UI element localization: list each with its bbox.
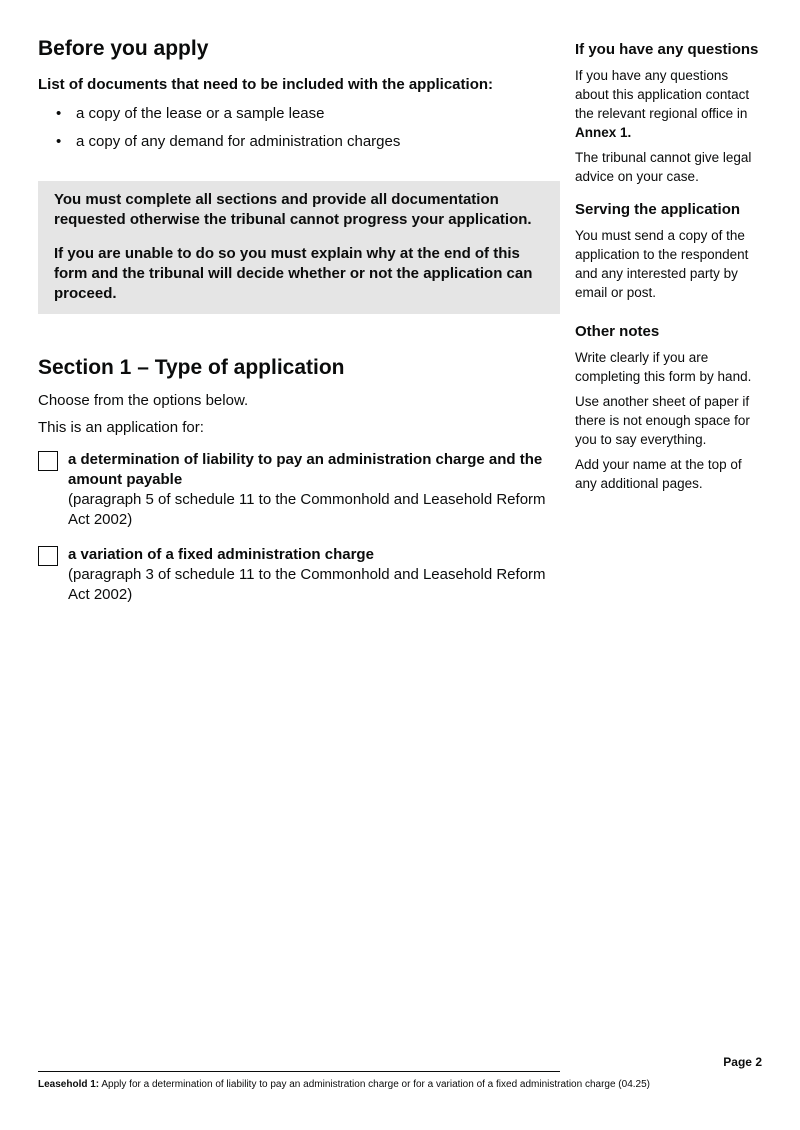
documents-list-heading: List of documents that need to be included with the application: [38, 76, 494, 93]
notice-paragraph-complete: You must complete all sections and provide all documentation requested otherwise the tribunal cannot progress your application. [54, 191, 532, 228]
document-lease: a copy of the lease or a sample lease [76, 105, 325, 122]
bullet-icon: • [56, 105, 62, 122]
option-title: a variation of a fixed administration charge [68, 546, 374, 563]
note-add-name: Add your name at the top of any additional pages. [575, 457, 742, 491]
important-notice-box [38, 181, 560, 314]
option-variation-of-fixed-charge [38, 545, 560, 605]
legal-advice-note: The tribunal cannot give legal advice on your case. [575, 150, 752, 184]
note-extra-sheet: Use another sheet of paper if there is not enough space for you to say everything. [575, 394, 750, 447]
section-1 [38, 355, 560, 605]
section-1-prompt: This is an application for: [38, 419, 204, 436]
section-1-heading: Section 1 – Type of application [38, 356, 345, 379]
serving-heading: Serving the application [575, 201, 741, 218]
option-determination-of-liability [38, 450, 560, 530]
questions-heading: If you have any questions [575, 41, 759, 58]
option-reference: (paragraph 3 of schedule 11 to the Commonhold and Leasehold Reform Act 2002) [68, 566, 546, 603]
annex-1-reference: Annex 1. [575, 125, 632, 140]
bullet-icon: • [56, 133, 62, 150]
list-item [56, 105, 560, 123]
sidebar [575, 40, 765, 493]
other-notes-heading: Other notes [575, 323, 660, 340]
section-1-intro: Choose from the options below. [38, 392, 249, 409]
footer-form-title [38, 1078, 650, 1091]
questions-text [575, 66, 765, 142]
option-reference: (paragraph 5 of schedule 11 to the Commonhold and Leasehold Reform Act 2002) [68, 491, 546, 528]
option-title: a determination of liability to pay an administration charge and the amount payable [68, 451, 543, 488]
page-number: Page 2 [723, 1055, 762, 1069]
main-column [38, 36, 560, 605]
checkbox-determination-of-liability[interactable] [38, 451, 58, 471]
sidebar-other-notes [575, 322, 765, 493]
sidebar-questions [575, 40, 765, 186]
footer-divider [38, 1071, 560, 1072]
documents-list [56, 105, 560, 151]
list-item [56, 133, 560, 151]
notice-paragraph-explain: If you are unable to do so you must explain why at the end of this form and the tribunal will decide whether or not the application can proceed. [54, 245, 533, 302]
before-you-apply-heading: Before you apply [38, 37, 209, 60]
footer-form-description: Apply for a determination of liability to pay an administration charge or for a variation of a fixed administration charge (04.25) [99, 1079, 650, 1090]
serving-text: You must send a copy of the application to the respondent and any interested party by email or post. [575, 228, 749, 300]
checkbox-variation-of-fixed-charge[interactable] [38, 546, 58, 566]
questions-text-body: If you have any questions about this application contact the relevant regional office in [575, 68, 750, 121]
document-demand: a copy of any demand for administration charges [76, 133, 401, 150]
sidebar-serving [575, 200, 765, 302]
footer-form-code: Leasehold 1: [38, 1079, 100, 1090]
note-write-clearly: Write clearly if you are completing this form by hand. [575, 350, 752, 384]
